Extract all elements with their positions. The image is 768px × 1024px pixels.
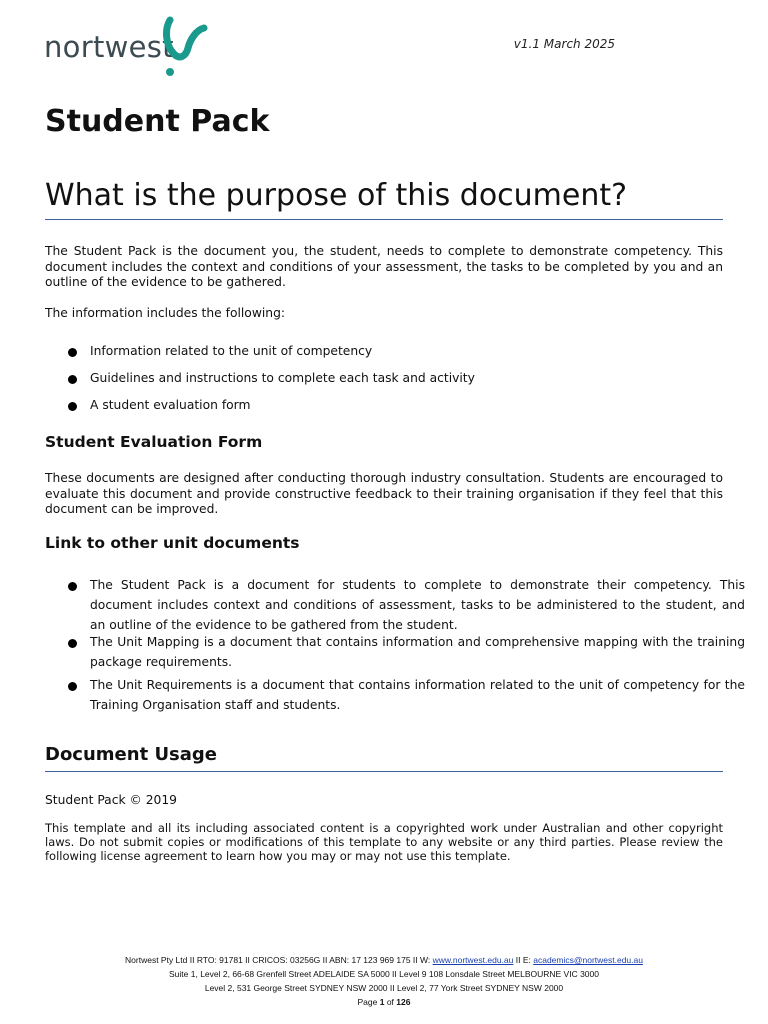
footer-line-1	[0, 953, 768, 967]
list-item: Information related to the unit of competency	[68, 341, 745, 361]
website-link[interactable]: www.nortwest.edu.au	[432, 955, 514, 965]
page-total: 126	[396, 997, 411, 1007]
list-item: A student evaluation form	[68, 395, 745, 415]
footer-separator: II E:	[513, 955, 534, 965]
page-footer	[0, 953, 768, 1009]
footer-line-3: Level 2, 531 George Street SYDNEY NSW 2000 II Level 2, 77 York Street SYDNEY NSW 2000	[204, 983, 564, 993]
page-of: of	[384, 997, 397, 1007]
list-item: Guidelines and instructions to complete each task and activity	[68, 368, 745, 388]
footer-line-2: Suite 1, Level 2, 66-68 Grenfell Street ADELAIDE SA 5000 II Level 9 108 Lonsdale Street MELBOURNE VIC 3000	[169, 969, 599, 979]
list-item: The Unit Mapping is a document that contains information and comprehensive mapping with the training package requirements.	[68, 632, 745, 672]
nortwest-logo	[44, 16, 214, 78]
copyright-line: Student Pack © 2019	[45, 793, 178, 807]
email-link[interactable]: academics@nortwest.edu.au	[533, 955, 643, 965]
info-intro: The information includes the following:	[45, 306, 286, 320]
page-current: 1	[379, 997, 385, 1007]
purpose-heading: What is the purpose of this document?	[45, 178, 723, 220]
purpose-paragraph: The Student Pack is the document you, the student, needs to complete to demonstrate competency. This document includes the context and conditions of your assessment, the tasks to be completed by you and an outline of the evidence to be gathered.	[45, 244, 723, 289]
page-number	[0, 995, 768, 1009]
version-label: v1.1 March 2025	[513, 37, 615, 51]
usage-heading: Document Usage	[45, 744, 723, 772]
eval-heading: Student Evaluation Form	[45, 433, 263, 451]
list-item: The Student Pack is a document for students to complete to demonstrate their competency. This document includes context and conditions of assessment, tasks to be administered to the student, and an outline of the evidence to be gathered from the student.	[68, 575, 745, 635]
link-heading: Link to other unit documents	[45, 534, 300, 552]
page-label: Page	[357, 997, 380, 1007]
logo-wordmark: nortwest	[44, 30, 174, 64]
logo-swoosh-icon	[142, 16, 212, 78]
footer-company-info: Nortwest Pty Ltd II RTO: 91781 II CRICOS: 03256G II ABN: 17 123 969 175 II W:	[125, 955, 433, 965]
page-title: Student Pack	[45, 104, 270, 139]
eval-paragraph: These documents are designed after conducting thorough industry consultation. Students are encouraged to evaluate this document and provide constructive feedback to their training organisation if they feel that this document can be improved.	[45, 471, 723, 516]
license-paragraph: This template and all its including associated content is a copyrighted work under Australian and other copyright laws. Do not submit copies or modifications of this template to any website or any third parties. Please review the following license agreement to learn how you may or may not use this template.	[45, 821, 723, 863]
list-item: The Unit Requirements is a document that contains information related to the unit of competency for the Training Organisation staff and students.	[68, 675, 745, 715]
